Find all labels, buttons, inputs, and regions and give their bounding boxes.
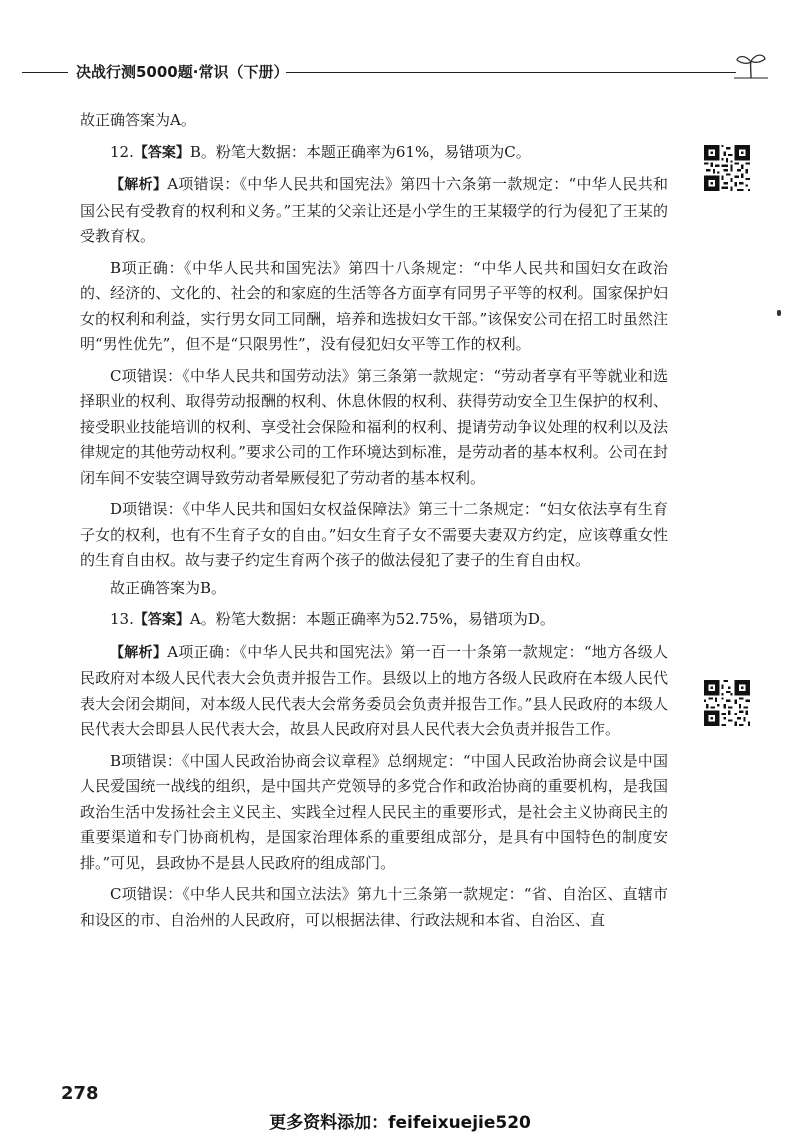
header-rule-left [22,72,68,73]
answer-line: 故正确答案为B。 [110,578,227,597]
option-c-paragraph: C项错误：《中华人民共和国劳动法》第三条第一款规定：“劳动者享有平等就业和选择职业的权利、取得劳动报酬的权利、休息休假的权利、获得劳动安全卫生保护的权利、接受职业技能培训的权利、享受社会保险和福利的权利、提请劳动争议处理的权利以及法律规定的其他劳动权利。”要求公司的工作环境达到标准，是劳动者的基本权利。公司在封闭车间不安装空调导致劳动者晕厥侵犯了劳动者的基本权利。 [80,366,668,487]
answer-tag: 【答案】 [133,612,190,628]
question-12-answer [80,140,668,167]
answer-text: B。粉笔大数据：本题正确率为61%，易错项为C。 [189,142,531,161]
analysis-tag: 【解析】 [110,644,168,661]
running-header [0,58,800,88]
qr-code-icon[interactable] [704,680,750,726]
sprout-icon [734,52,768,80]
answer-tag: 【答案】 [133,144,190,161]
question-13-analysis [80,640,668,743]
option-c-paragraph: C项错误：《中华人民共和国立法法》第九十三条第一款规定：“省、自治区、直辖市和设区的市、自治州的人民政府，可以根据法律、行政法规和本省、自治区、直 [80,885,668,929]
book-title: 决战行测5000题·常识（下册） [76,63,289,81]
page-number: 278 [61,1083,99,1104]
option-b-paragraph: B项错误：《中国人民政治协商会议章程》总纲规定：“中国人民政治协商会议是中国人民爱国统一战线的组织，是中国共产党领导的多党合作和政治协商的重要机构，是我国政治生活中发扬社会主义民主、实践全过程人民民主的重要形式，是社会主义协商民主的重要渠道和专门协商机构，是国家治理体系的重要组成部分，是具有中国特色的制度安排。”可见，县政协不是县人民政府的组成部门。 [80,751,668,872]
answer-text: A。粉笔大数据：本题正确率为52.75%，易错项为D。 [189,610,555,628]
page-body [80,108,668,935]
qr-code-icon[interactable] [704,145,750,191]
answer-line: 故正确答案为A。 [80,111,196,129]
analysis-tag: 【解析】 [110,177,168,193]
question-number: 12. [110,142,134,161]
question-13-answer [80,607,668,634]
header-rule-right [286,72,736,73]
option-d-paragraph: D项错误：《中华人民共和国妇女权益保障法》第三十二条规定：“妇女依法享有生育子女的权利，也有不生育子女的自由。”妇女生育子女不需要夫妻双方约定，应该尊重女性的生育自由权。故与妻子约定生育两个孩子的做法侵犯了妻子的生育自由权。 [80,500,668,569]
question-number: 13. [110,610,134,628]
analysis-text: A项正确：《中华人民共和国宪法》第一百一十条第一款规定：“地方各级人民政府对本级人民代表大会负责并报告工作。县级以上的地方各级人民政府在本级人民代表大会闭会期间，对本级人民代表大会常务委员会负责并报告工作。”县人民政府的本级人民代表大会即县人民代表大会，故县人民政府对县人民代表大会负责并报告工作。 [80,642,668,738]
option-b-paragraph: B项正确：《中华人民共和国宪法》第四十八条规定：“中华人民共和国妇女在政治的、经济的、文化的、社会的和家庭的生活等各方面享有同男子平等的权利。国家保护妇女的权利和利益，实行男女同工同酬，培养和选拔妇女干部。”该保安公司在招工时虽然注明“男性优先”，但不是“只限男性”，没有侵犯妇女平等工作的权利。 [80,258,668,353]
margin-mark [777,310,781,316]
analysis-text: A项错误：《中华人民共和国宪法》第四十六条第一款规定：“中华人民共和国公民有受教育的权利和义务。”王某的父亲让还是小学生的王某辍学的行为侵犯了王某的受教育权。 [80,175,668,245]
footer-note: 更多资料添加：feifeixuejie520 [269,1113,531,1133]
question-12-analysis [80,172,668,250]
